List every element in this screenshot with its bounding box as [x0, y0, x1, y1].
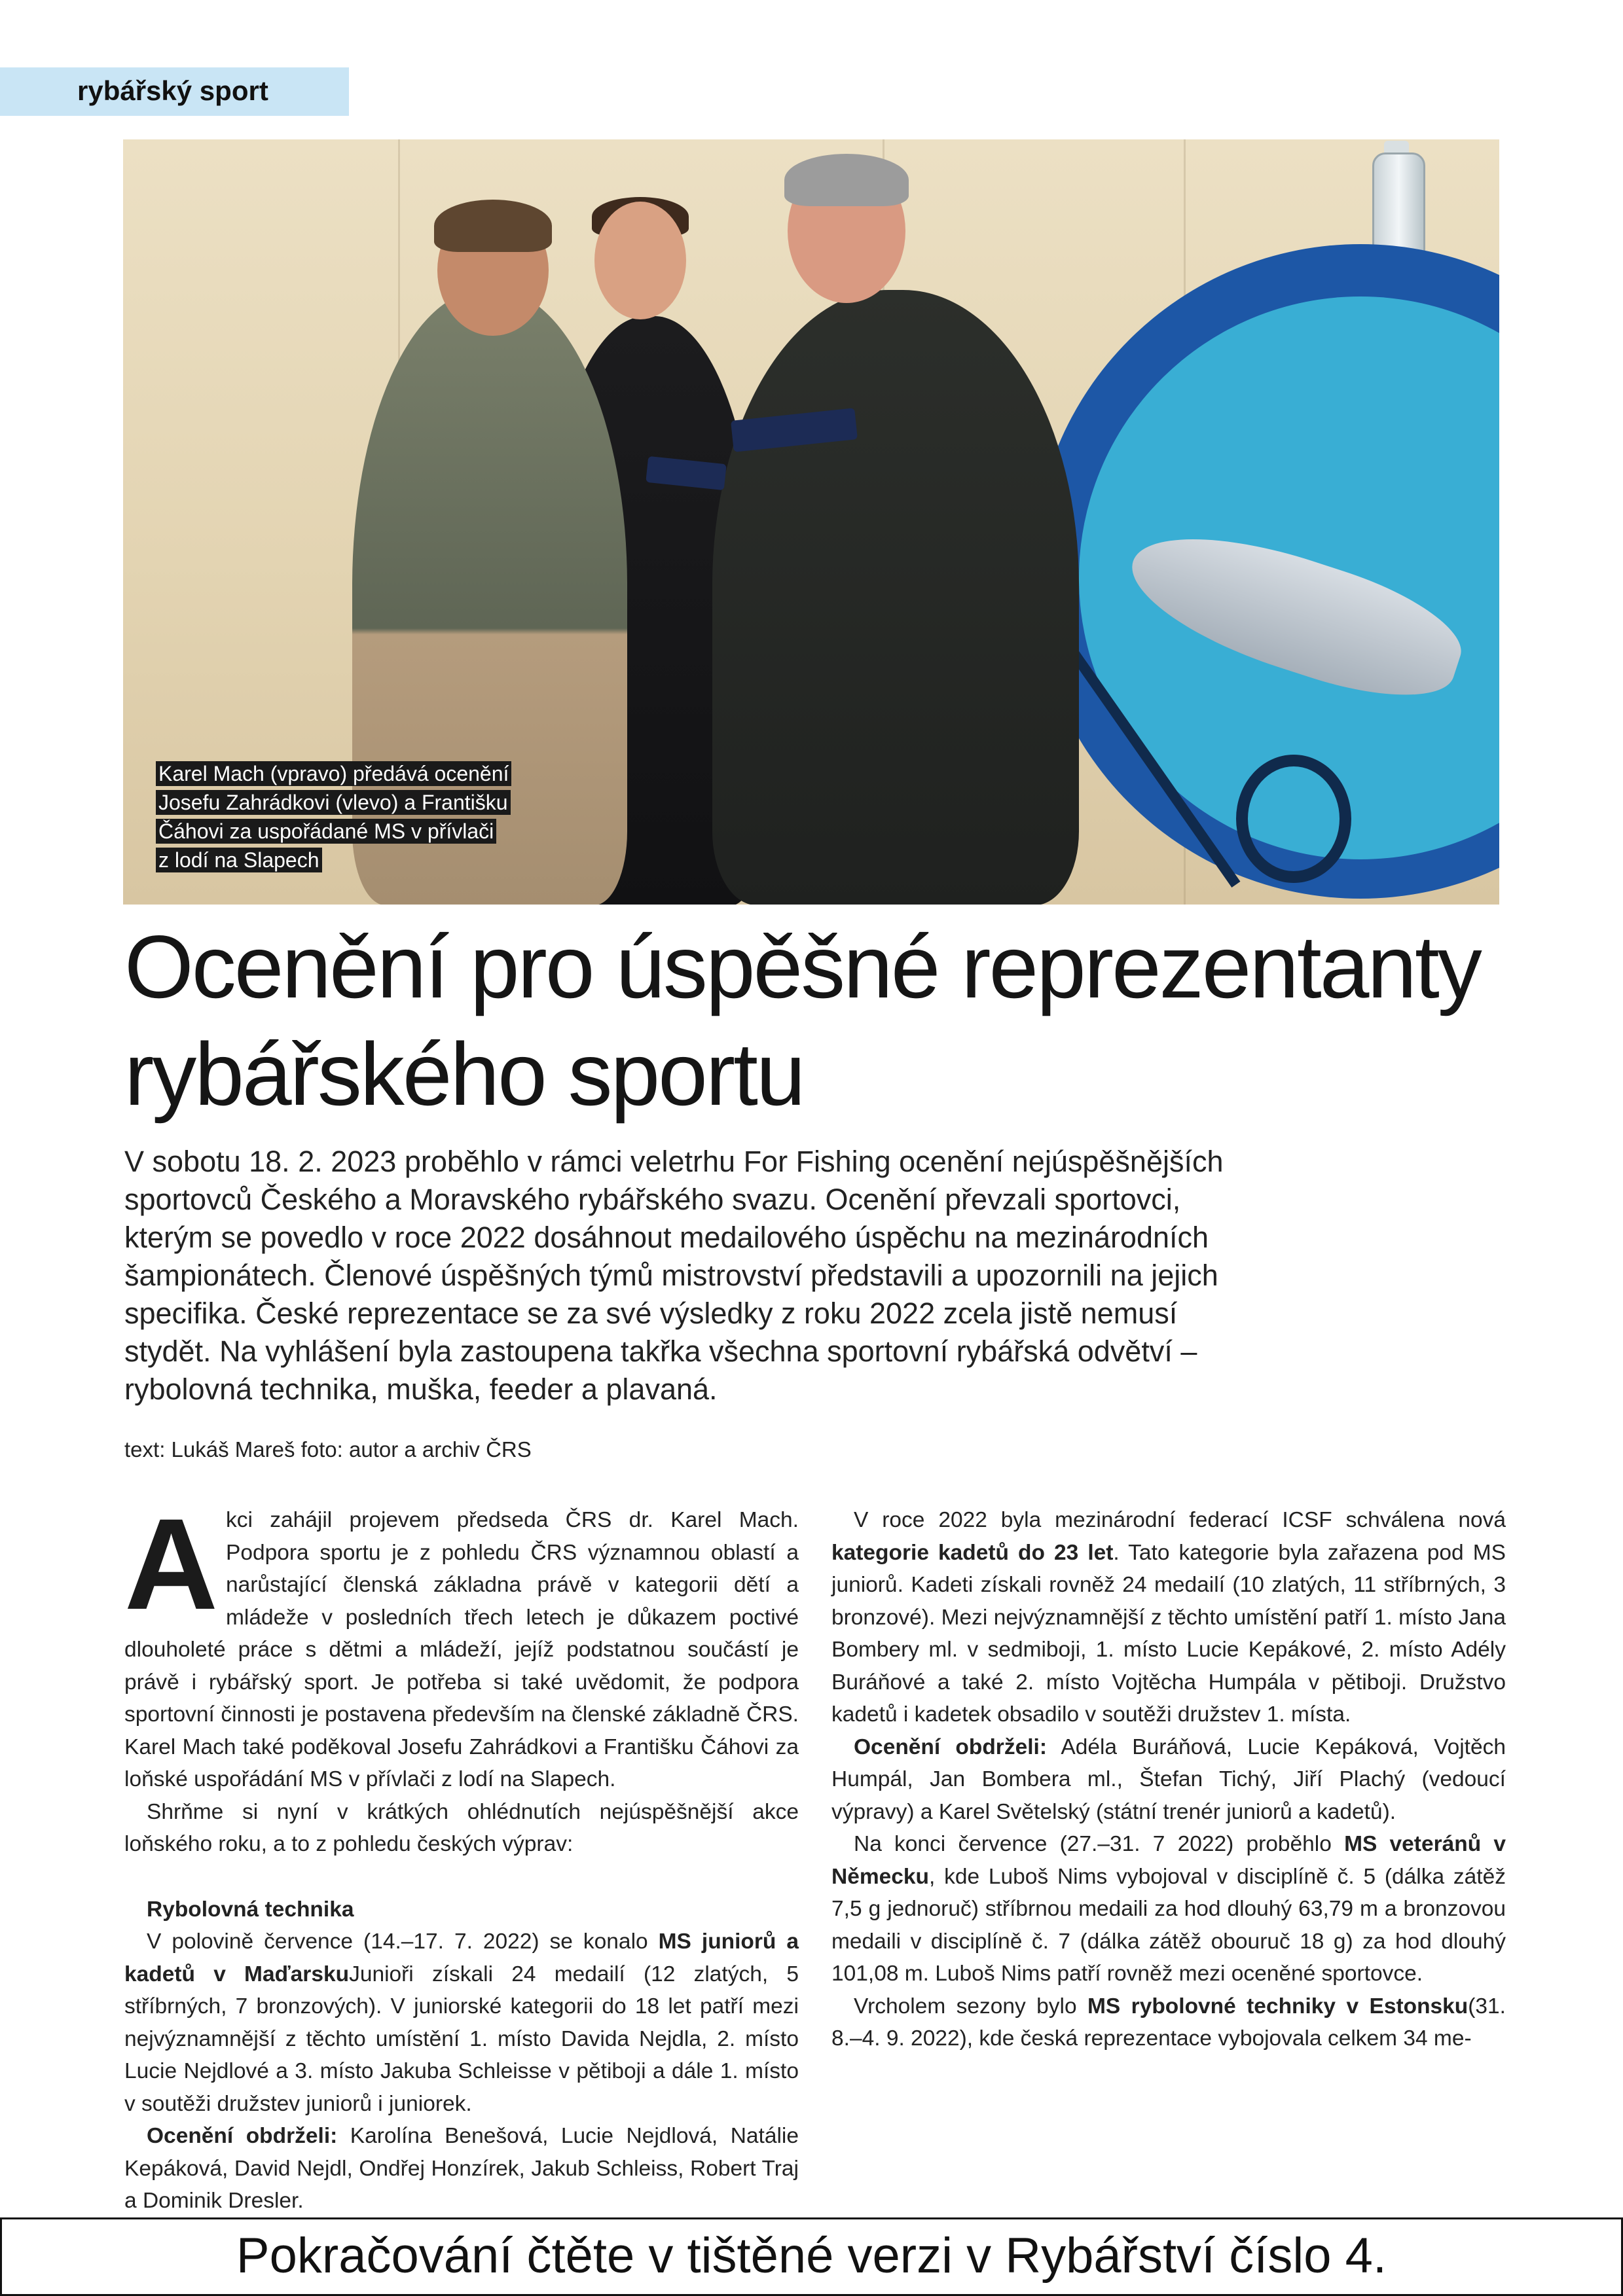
- paragraph-text: (31. 8.–4. 9. 2022), kde česká reprezentace vybojovala celkem 34 me-: [831, 1994, 1506, 2051]
- awardees-label: Ocenění obdrželi:: [854, 1734, 1047, 1759]
- caption-line: Karel Mach (vpravo) předává ocenění: [156, 761, 511, 786]
- section-label: rybářský sport: [77, 75, 268, 106]
- person-right-hair: [784, 154, 909, 206]
- article-column-right: [831, 1504, 1506, 2055]
- article-credit: text: Lukáš Mareš foto: autor a archiv ČRS: [124, 1437, 532, 1462]
- paragraph-text: V roce 2022 byla mezinárodní federací ICSF schválena nová: [854, 1508, 1506, 1532]
- paragraph-text: Junioři získali 24 medailí (12 zlatých, 5 stříbrných, 7 bronzových). V juniorské kategorii do 18 let patří mezi nejvýznamnější z těchto umístění 1. místo Davida Nejdla, 2. místo Lucie Nejdlové a 3. místo Jakuba Schleisse v pětiboji a dále 1. místo v soutěži družstev juniorů i juniorek.: [124, 1962, 799, 2116]
- paragraph-text: kci zahájil projevem předseda ČRS dr. Karel Mach. Podpora sportu je z pohledu ČRS významnou oblastí a narůstající členská základna právě v kategorii dětí a mládeže v posledních třech letech je důkazem poctivé dlouholeté práce s dětmi a mládeží, jejíž podstatnou součástí je právě i rybářský sport. Je potřeba si také uvědomit, že podpora sportovní činnosti je postavena především na členské základně ČRS. Karel Mach také poděkoval Josefu Zahrádkovi a Františku Čáhovi za loňské uspořádání MS v přívlači z lodí na Slapech.: [124, 1508, 799, 1791]
- category-name: kategorie kadetů do 23 let: [831, 1540, 1114, 1565]
- caption-line: z lodí na Slapech: [156, 848, 322, 872]
- person-middle-head: [594, 202, 686, 319]
- paragraph-text: Vrcholem sezony bylo: [854, 1994, 1088, 2018]
- event-name: MS veteránů v Německu: [831, 1832, 1506, 1889]
- article-paragraph: [831, 1828, 1506, 1990]
- event-name: MS juniorů a kadetů v Maďarsku: [124, 1929, 799, 1986]
- person-right-body: [712, 290, 1079, 905]
- article-paragraph: [831, 1990, 1506, 2055]
- article-paragraph: [124, 1926, 799, 2120]
- person-left-hair: [434, 200, 552, 252]
- paragraph-text: Karolína Benešová, Lucie Nejdlová, Natálie Kepáková, David Nejdl, Ondřej Honzírek, Jakub Schleiss, Robert Traj a Dominik Dresler.: [124, 2124, 799, 2213]
- continuation-notice: [0, 2217, 1623, 2296]
- paragraph-text: V polovině července (14.–17. 7. 2022) se konalo: [147, 1929, 659, 1954]
- awardees-label: Ocenění obdrželi:: [147, 2124, 338, 2148]
- section-tag: [0, 67, 349, 116]
- article-column-left: [124, 1492, 799, 2217]
- headline-line: rybářského sportu: [124, 1024, 804, 1124]
- paragraph-text: Adéla Buráňová, Lucie Kepáková, Vojtěch Humpál, Jan Bombera ml., Štefan Tichý, Jiří Plachý (vedoucí výpravy) a Karel Světelský (státní trenér juniorů a kadetů).: [831, 1734, 1506, 1824]
- crs-logo-ring: [1236, 755, 1351, 883]
- paragraph-text: , kde Luboš Nims vybojoval v disciplíně č. 5 (dálka zátěž 7,5 g jednoruč) stříbrnou medaili za hod dlouhý 63,79 m a bronzovou medaili v disciplíně č. 7 (dálka zátěž obouruč 18 g) za hod dlouhý 101,08 m. Luboš Nims patří rovněž mezi oceněné sportovce.: [831, 1864, 1506, 1986]
- article-paragraph: [831, 1504, 1506, 1731]
- paragraph-text: Na konci července (27.–31. 7 2022) proběhlo: [854, 1832, 1345, 1856]
- event-name: MS rybolovné techniky v Estonsku: [1087, 1994, 1468, 2018]
- article-paragraph: Shrňme si nyní v krátkých ohlédnutích nejúspěšnější akce loňského roku, a to z pohledu českých výprav:: [124, 1799, 799, 1856]
- article-paragraph: [124, 1492, 799, 1796]
- article-paragraph: [124, 2120, 799, 2217]
- paragraph-text: . Tato kategorie byla zařazena pod MS juniorů. Kadeti získali rovněž 24 medailí (10 zlatých, 11 stříbrných, 3 bronzové). Mezi nejvýznamnější z těchto umístění patří 1. místo Jana Bombery ml. v sedmiboji, 1. místo Lucie Kepákové, 2. místo Adély Buráňové a také 2. místo Vojtěcha Humpála v pětiboji. Družstvo kadetů i kadetek obsadilo v soutěži družstev 1. místa.: [831, 1540, 1506, 1727]
- section-subheading: Rybolovná technika: [147, 1897, 354, 1922]
- article-paragraph: [831, 1731, 1506, 1829]
- caption-line: Josefu Zahrádkovi (vlevo) a Františku: [156, 790, 511, 815]
- article-headline: [124, 913, 1512, 1128]
- photo-caption: [156, 759, 562, 874]
- headline-line: Ocenění pro úspěšné reprezentanty: [124, 917, 1480, 1016]
- drop-cap: A: [124, 1492, 218, 1636]
- continuation-text: Pokračování čtěte v tištěné verzi v Rybářství číslo 4.: [236, 2228, 1387, 2284]
- caption-line: Čáhovi za uspořádané MS v přívlači: [156, 819, 496, 844]
- article-lead: V sobotu 18. 2. 2023 proběhlo v rámci veletrhu For Fishing ocenění nejúspěšnějších sportovců Českého a Moravského rybářského svazu. Ocenění převzali sportovci, kterým se povedlo v roce 2022 dosáhnout medailového úspěchu na mezinárodních šampionátech. Členové úspěšných týmů mistrovství představili a upozornili na jejich specifika. České reprezentace se za své výsledky z roku 2022 zcela jistě nemusí stydět. Na vyhlášení byla zastoupena takřka všechna sportovní rybářská odvětví – rybolovná technika, muška, feeder a plavaná.: [124, 1145, 1224, 1406]
